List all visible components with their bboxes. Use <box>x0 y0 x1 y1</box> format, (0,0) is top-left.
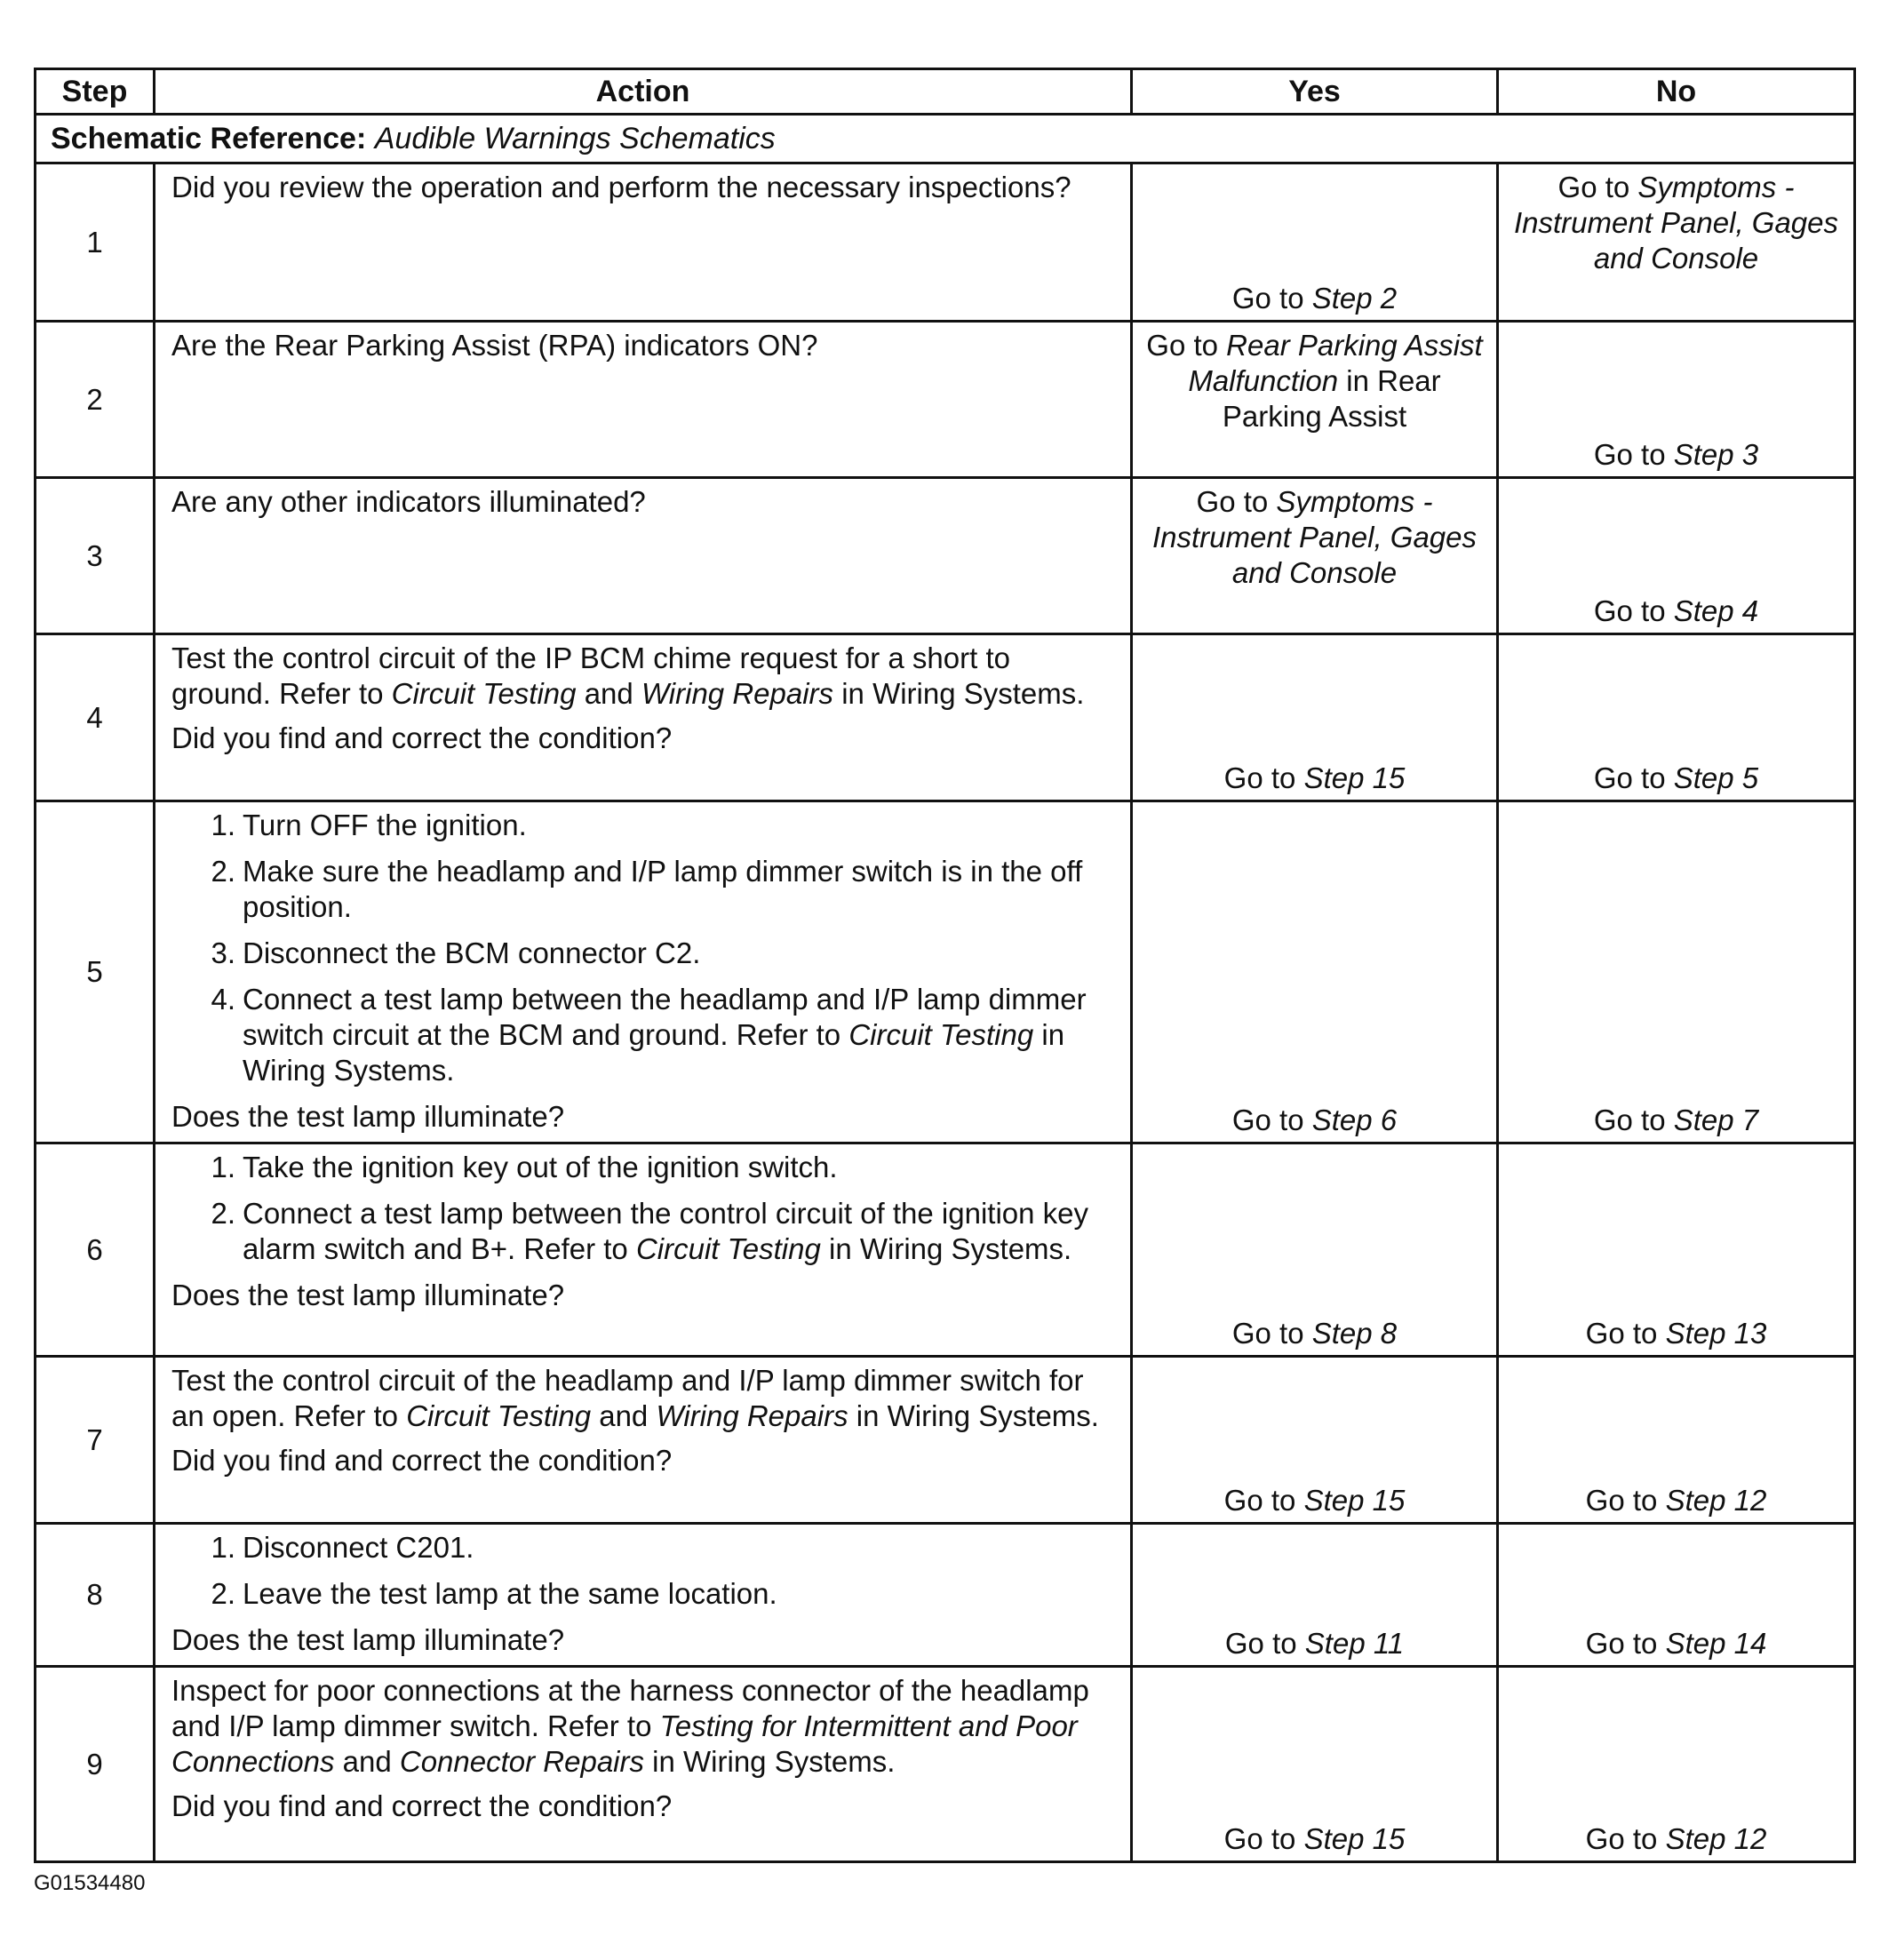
table-row <box>36 1667 1855 1862</box>
action-text <box>171 641 1114 712</box>
yes-link[interactable]: Step 8 <box>1311 1317 1398 1350</box>
no-cell <box>1498 1357 1855 1524</box>
action-text <box>171 1363 1114 1434</box>
diagnostic-table <box>34 68 1856 1863</box>
schematic-reference <box>36 115 1855 163</box>
no-prefix: Go to <box>1585 1822 1666 1855</box>
yes-prefix: Go to <box>1223 1484 1304 1517</box>
circuit-testing-link[interactable]: Circuit Testing <box>848 1018 1034 1051</box>
yes-link[interactable]: Step 2 <box>1311 282 1398 315</box>
action-text-part: Inspect for poor connections at the harness connector of the headlamp and I/P lamp dimmer switch. Refer to <box>171 1674 1089 1742</box>
list-item-number: 1. <box>211 1531 235 1564</box>
step-number: 8 <box>36 1524 155 1667</box>
list-item-number: 1. <box>211 809 235 841</box>
yes-link[interactable]: Step 11 <box>1304 1627 1405 1660</box>
action-text-part: and <box>576 677 641 710</box>
action-cell <box>155 163 1132 322</box>
list-item <box>171 854 1114 925</box>
no-link[interactable]: Step 12 <box>1665 1822 1767 1855</box>
action-cell <box>155 1143 1132 1357</box>
testing-intermittent-link[interactable]: Testing for Intermittent and Poor Connections <box>171 1709 1078 1778</box>
circuit-testing-link[interactable]: Circuit Testing <box>635 1232 821 1265</box>
list-item-number: 2. <box>211 1197 235 1230</box>
action-text-part: and <box>591 1399 657 1432</box>
yes-cell <box>1132 1667 1498 1862</box>
yes-prefix: Go to <box>1223 761 1304 794</box>
table-row <box>36 163 1855 322</box>
yes-prefix: Go to <box>1223 1822 1304 1855</box>
header-no: No <box>1498 69 1855 115</box>
yes-prefix: Go to <box>1196 485 1277 518</box>
no-prefix: Go to <box>1585 1627 1666 1660</box>
step-number: 3 <box>36 478 155 634</box>
yes-prefix: Go to <box>1224 1627 1305 1660</box>
yes-cell <box>1132 634 1498 801</box>
no-prefix: Go to <box>1593 594 1674 627</box>
list-item-text: Disconnect C201. <box>243 1531 474 1564</box>
step-number: 4 <box>36 634 155 801</box>
table-row <box>36 1357 1855 1524</box>
action-cell <box>155 322 1132 478</box>
yes-link[interactable]: Step 15 <box>1303 1822 1406 1855</box>
yes-prefix: Go to <box>1231 282 1312 315</box>
action-cell <box>155 478 1132 634</box>
yes-link[interactable]: Step 6 <box>1311 1103 1398 1136</box>
list-item-text: Take the ignition key out of the ignition switch. <box>243 1151 838 1183</box>
list-item-text: Leave the test lamp at the same location. <box>243 1577 777 1610</box>
schematic-label: Schematic Reference: <box>51 122 367 155</box>
wiring-repairs-link[interactable]: Wiring Repairs <box>641 677 834 710</box>
action-text: Did you review the operation and perform the necessary inspections? <box>171 171 1071 203</box>
header-yes: Yes <box>1132 69 1498 115</box>
list-item-text: Connect a test lamp between the headlamp and I/P lamp dimmer switch circuit at the BCM and ground. Refer to <box>243 983 1087 1051</box>
yes-suffix: in Rear Parking Assist <box>1222 364 1441 433</box>
list-item-text: Turn OFF the ignition. <box>243 809 527 841</box>
list-item-number: 3. <box>211 936 235 969</box>
no-cell <box>1498 634 1855 801</box>
yes-cell <box>1132 1524 1498 1667</box>
action-text-part: Test the control circuit of the IP BCM chime request for a short to ground. Refer to <box>171 641 1010 710</box>
yes-cell <box>1132 478 1498 634</box>
list-item-number: 2. <box>211 1577 235 1610</box>
yes-prefix: Go to <box>1231 1103 1312 1136</box>
list-item <box>171 808 1114 843</box>
list-item <box>171 1196 1114 1267</box>
yes-cell <box>1132 1357 1498 1524</box>
action-cell <box>155 1357 1132 1524</box>
no-prefix: Go to <box>1593 1103 1674 1136</box>
action-question: Did you find and correct the condition? <box>171 1789 673 1822</box>
no-cell <box>1498 1143 1855 1357</box>
action-text-part: in Wiring Systems. <box>833 677 1085 710</box>
yes-cell <box>1132 322 1498 478</box>
list-item <box>171 936 1114 971</box>
list-item <box>171 1576 1114 1612</box>
action-question: Did you find and correct the condition? <box>171 721 673 754</box>
list-item-text: in Wiring Systems. <box>243 1018 1065 1087</box>
no-cell <box>1498 1667 1855 1862</box>
circuit-testing-link[interactable]: Circuit Testing <box>391 677 577 710</box>
table-row <box>36 1524 1855 1667</box>
no-prefix: Go to <box>1593 438 1674 471</box>
action-cell <box>155 1667 1132 1862</box>
wiring-repairs-link[interactable]: Wiring Repairs <box>656 1399 848 1432</box>
action-question: Did you find and correct the condition? <box>171 1444 673 1477</box>
action-steps-list <box>171 808 1114 1088</box>
step-number: 6 <box>36 1143 155 1357</box>
no-link[interactable]: Step 4 <box>1673 594 1759 627</box>
list-item-text: in Wiring Systems. <box>820 1232 1072 1265</box>
list-item-number: 2. <box>211 855 235 888</box>
circuit-testing-link[interactable]: Circuit Testing <box>406 1399 592 1432</box>
action-text: Are the Rear Parking Assist (RPA) indicators ON? <box>171 329 818 362</box>
list-item-text: Make sure the headlamp and I/P lamp dimmer switch is in the off position. <box>243 855 1083 923</box>
step-number: 2 <box>36 322 155 478</box>
step-number: 1 <box>36 163 155 322</box>
action-question: Does the test lamp illuminate? <box>171 1623 565 1656</box>
no-cell <box>1498 322 1855 478</box>
action-text-part: in Wiring Systems. <box>848 1399 1099 1432</box>
no-prefix: Go to <box>1557 171 1638 203</box>
list-item-text: Connect a test lamp between the control circuit of the ignition key alarm switch and B+. Refer to <box>243 1197 1089 1265</box>
action-text-part: in Wiring Systems. <box>644 1745 896 1778</box>
action-question: Does the test lamp illuminate? <box>171 1279 565 1311</box>
action-question: Does the test lamp illuminate? <box>171 1100 565 1133</box>
no-link[interactable]: Step 3 <box>1673 438 1759 471</box>
yes-prefix: Go to <box>1231 1317 1312 1350</box>
schematic-value: Audible Warnings Schematics <box>374 122 776 155</box>
table-row <box>36 634 1855 801</box>
no-link[interactable]: Step 7 <box>1673 1103 1759 1136</box>
no-link[interactable]: Symptoms - Instrument Panel, Gages and Console <box>1513 171 1839 275</box>
no-prefix: Go to <box>1593 761 1674 794</box>
no-link[interactable]: Step 13 <box>1665 1317 1767 1350</box>
list-item <box>171 982 1114 1088</box>
connector-repairs-link[interactable]: Connector Repairs <box>399 1745 644 1778</box>
no-link[interactable]: Step 12 <box>1665 1484 1767 1517</box>
header-step: Step <box>36 69 155 115</box>
table-row <box>36 1143 1855 1357</box>
no-cell <box>1498 163 1855 322</box>
action-cell <box>155 1524 1132 1667</box>
action-steps-list <box>171 1530 1114 1612</box>
list-item-text: Disconnect the BCM connector C2. <box>243 936 701 969</box>
action-text-part: and <box>334 1745 400 1778</box>
yes-cell <box>1132 163 1498 322</box>
no-link[interactable]: Step 5 <box>1673 761 1759 794</box>
header-row <box>36 69 1855 115</box>
yes-link[interactable]: Step 15 <box>1303 1484 1406 1517</box>
table-row <box>36 801 1855 1143</box>
figure-id: G01534480 <box>34 1871 146 1895</box>
step-number: 9 <box>36 1667 155 1862</box>
yes-link[interactable]: Rear Parking Assist Malfunction <box>1188 329 1483 397</box>
no-cell <box>1498 478 1855 634</box>
action-text-part: Test the control circuit of the headlamp and I/P lamp dimmer switch for an open. Refer to <box>171 1364 1084 1432</box>
table-row <box>36 322 1855 478</box>
header-action: Action <box>155 69 1132 115</box>
action-cell <box>155 801 1132 1143</box>
no-prefix: Go to <box>1585 1484 1666 1517</box>
list-item-number: 1. <box>211 1151 235 1183</box>
list-item <box>171 1150 1114 1185</box>
no-cell <box>1498 801 1855 1143</box>
action-steps-list <box>171 1150 1114 1267</box>
yes-prefix: Go to <box>1146 329 1227 362</box>
no-prefix: Go to <box>1585 1317 1666 1350</box>
yes-cell <box>1132 1143 1498 1357</box>
schematic-row <box>36 115 1855 163</box>
action-cell <box>155 634 1132 801</box>
no-link[interactable]: Step 14 <box>1665 1627 1767 1660</box>
yes-link[interactable]: Step 15 <box>1303 761 1406 794</box>
action-text: Are any other indicators illuminated? <box>171 485 646 518</box>
list-item <box>171 1530 1114 1566</box>
table-row <box>36 478 1855 634</box>
no-cell <box>1498 1524 1855 1667</box>
step-number: 5 <box>36 801 155 1143</box>
action-text <box>171 1673 1114 1780</box>
yes-cell <box>1132 801 1498 1143</box>
list-item-number: 4. <box>211 983 235 1016</box>
yes-link[interactable]: Symptoms - Instrument Panel, Gages and Console <box>1151 485 1478 589</box>
step-number: 7 <box>36 1357 155 1524</box>
